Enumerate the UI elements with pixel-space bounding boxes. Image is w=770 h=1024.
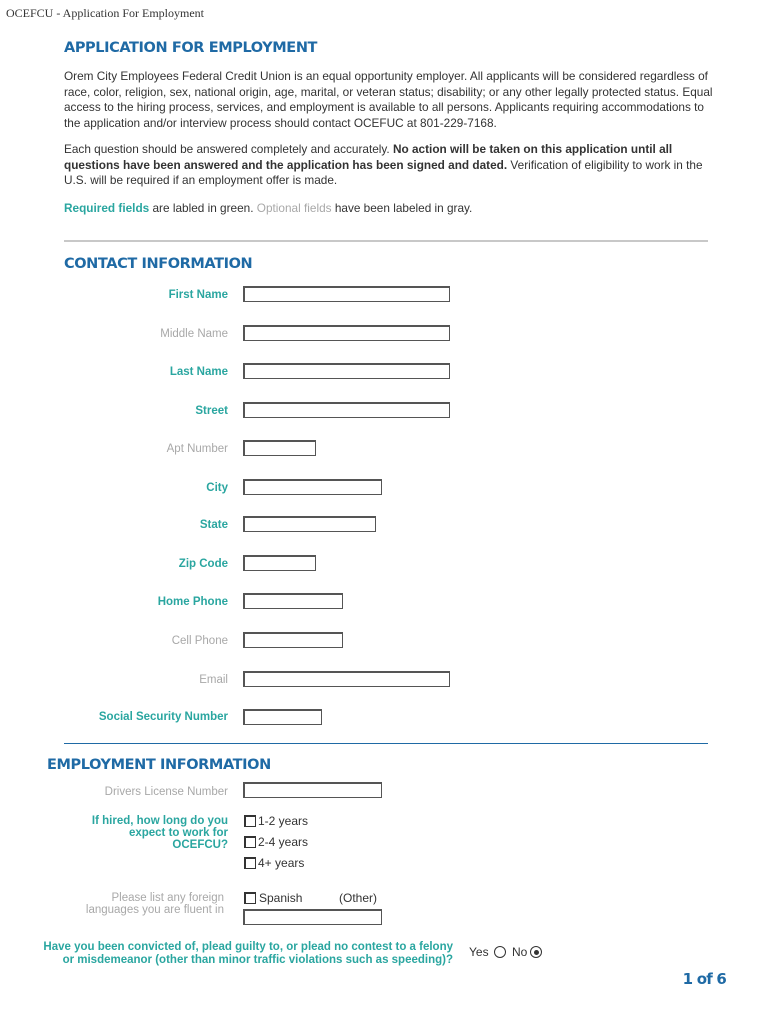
- section-divider: [64, 240, 708, 242]
- conviction-no-label: No: [512, 945, 528, 959]
- first-name-label: First Name: [168, 289, 228, 301]
- street-label: Street: [195, 405, 228, 417]
- drivers-license-field[interactable]: [243, 782, 382, 798]
- apt-number-field[interactable]: [243, 440, 316, 456]
- page-number: 1 of 6: [682, 970, 726, 988]
- contact-heading: CONTACT INFORMATION: [64, 256, 253, 272]
- instructions-lead: Each question should be answered completely and accurately.: [64, 142, 393, 156]
- street-field[interactable]: [243, 402, 450, 418]
- instructions-bold: No action will be taken on this application until all questions have been answered and the application has been signed and dated.: [64, 142, 673, 172]
- legend-required: Required fields: [64, 201, 150, 215]
- duration-question: [8, 815, 228, 851]
- duration-2-4-checkbox[interactable]: [244, 836, 256, 848]
- last-name-label: Last Name: [169, 366, 228, 378]
- other-language-field[interactable]: [243, 909, 382, 925]
- ssn-field[interactable]: [243, 709, 322, 725]
- document-title: OCEFCU - Application For Employment: [6, 6, 204, 20]
- languages-question: [4, 892, 224, 916]
- other-language-label: (Other): [339, 891, 378, 905]
- legend-optional: Optional fields: [256, 201, 332, 215]
- conviction-yes-radio[interactable]: [494, 946, 506, 958]
- languages-question-line: languages you are fluent in: [85, 904, 224, 916]
- city-label: City: [206, 482, 228, 494]
- state-field[interactable]: [243, 516, 376, 532]
- last-name-field[interactable]: [243, 363, 450, 379]
- duration-question-line: expect to work for: [128, 827, 228, 839]
- duration-1-2-label: 1-2 years: [258, 814, 309, 828]
- eeo-statement: Orem City Employees Federal Credit Union is an equal opportunity employer. All applicants will be considered regardless of race, color, religion, sex, national origin, age, marital, or veteran status; disability; or any other legally protected status. Equal access to the hiring process, services, and employment is available to all persons. Applicants requiring accommodations to the application and/or interview process should contact OCEFUC at 801-229-7168.: [64, 69, 713, 130]
- apt-number-label: Apt Number: [166, 443, 228, 455]
- instructions: [64, 142, 714, 189]
- duration-4plus-checkbox[interactable]: [244, 857, 256, 869]
- conviction-question-line: Have you been convicted of, plead guilty to, or plead no contest to a felony: [43, 941, 453, 953]
- home-phone-label: Home Phone: [157, 596, 228, 608]
- conviction-question: [20, 941, 453, 967]
- drivers-license-label: Drivers License Number: [104, 786, 228, 798]
- duration-4plus-label: 4+ years: [258, 856, 305, 870]
- cell-phone-label: Cell Phone: [171, 635, 228, 647]
- cell-phone-field[interactable]: [243, 632, 343, 648]
- duration-2-4-label: 2-4 years: [258, 835, 309, 849]
- email-field[interactable]: [243, 671, 450, 687]
- duration-question-line: OCEFCU?: [172, 839, 228, 851]
- instructions-tail: Verification of eligibility to work in the U.S. will be required if an employment offer is made.: [64, 157, 703, 188]
- middle-name-field[interactable]: [243, 325, 450, 341]
- spanish-label: Spanish: [259, 891, 303, 905]
- page-heading: APPLICATION FOR EMPLOYMENT: [64, 40, 318, 56]
- employment-heading: EMPLOYMENT INFORMATION: [47, 757, 271, 773]
- state-label: State: [199, 519, 228, 531]
- field-legend: [64, 201, 714, 217]
- home-phone-field[interactable]: [243, 593, 343, 609]
- first-name-field[interactable]: [243, 286, 450, 302]
- duration-1-2-checkbox[interactable]: [244, 815, 256, 827]
- email-label: Email: [199, 674, 228, 686]
- conviction-question-line: or misdemeanor (other than minor traffic violations such as speeding)?: [62, 954, 453, 966]
- legend-tail: have been labeled in gray.: [331, 201, 473, 215]
- spanish-checkbox[interactable]: [244, 892, 256, 904]
- duration-question-line: If hired, how long do you: [91, 815, 228, 827]
- section-divider-blue: [64, 743, 708, 744]
- zip-code-field[interactable]: [243, 555, 316, 571]
- languages-question-line: Please list any foreign: [111, 892, 224, 904]
- conviction-no-radio[interactable]: [530, 946, 542, 958]
- middle-name-label: Middle Name: [160, 328, 228, 340]
- city-field[interactable]: [243, 479, 382, 495]
- ssn-label: Social Security Number: [98, 711, 228, 723]
- legend-mid: are labled in green.: [149, 201, 257, 215]
- conviction-yes-label: Yes: [469, 945, 489, 959]
- zip-code-label: Zip Code: [178, 558, 228, 570]
